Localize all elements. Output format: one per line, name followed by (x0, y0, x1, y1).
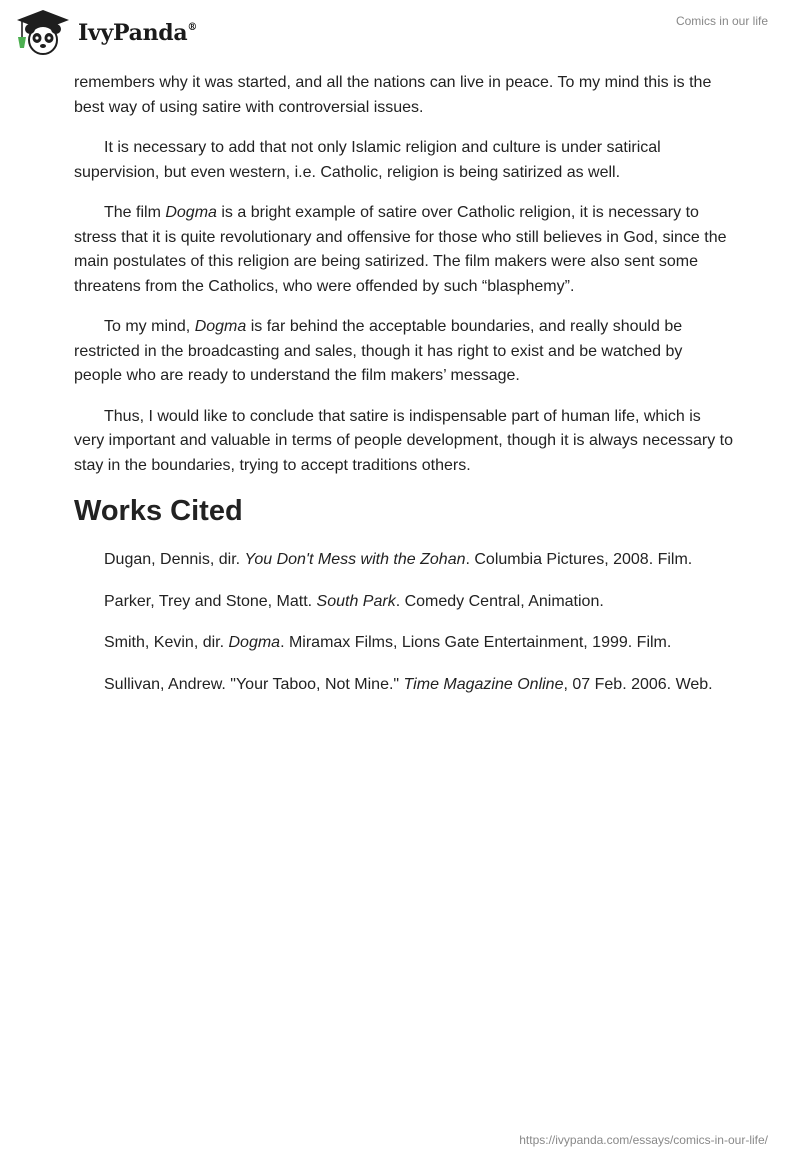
panda-graduation-cap-logo-icon (14, 8, 72, 56)
paragraph: It is necessary to add that not only Islamic religion and culture is under satirical supervision, but even western, i.e. Catholic, religion is being satirized as well. (74, 139, 661, 181)
paragraph: Thus, I would like to conclude that satire is indispensable part of human life, which is very important and valuable in terms of people development, though it is always necessary to stay in the boundaries, trying to accept traditions others. (74, 407, 734, 474)
citation-entry: Dugan, Dennis, dir. You Don't Mess with the Zohan. Columbia Pictures, 2008. Film. (104, 551, 693, 568)
paragraph: To my mind, Dogma is far behind the acceptable boundaries, and really should be restricted in the broadcasting and sales, though it has right to exist and be watched by people who are ready to understand the film makers’ message. (74, 318, 683, 384)
source-url[interactable]: https://ivypanda.com/essays/comics-in-our-life/ (519, 1133, 768, 1147)
film-title: Dogma (194, 318, 247, 335)
citation-entry: Sullivan, Andrew. "Your Taboo, Not Mine." Time Magazine Online, 07 Feb. 2006. Web. (104, 675, 713, 693)
brand-name: IvyPanda® (78, 20, 198, 46)
citation-entry: Parker, Trey and Stone, Matt. South Park. Comedy Central, Animation. (104, 592, 604, 610)
film-title: Dogma (165, 204, 217, 221)
document-title: Comics in our life (675, 14, 768, 28)
paragraph: The film Dogma is a bright example of satire over Catholic religion, it is necessary to stress that it is quite revolutionary and offensive for those who still believes in God, since the main postulates of this religion are being satirized. The film makers were also sent some threatens from the Catholics, who were offended by such “blasphemy”. (74, 204, 727, 295)
ivypanda-logo[interactable] (14, 8, 197, 56)
essay-content (74, 71, 734, 714)
citation-entry: Smith, Kevin, dir. Dogma. Miramax Films, Lions Gate Entertainment, 1999. Film. (104, 634, 672, 651)
works-cited-heading: Works Cited (74, 495, 243, 527)
page-header (0, 0, 800, 70)
paragraph: remembers why it was started, and all the nations can live in peace. To my mind this is the best way of using satire with controversial issues. (74, 74, 712, 116)
